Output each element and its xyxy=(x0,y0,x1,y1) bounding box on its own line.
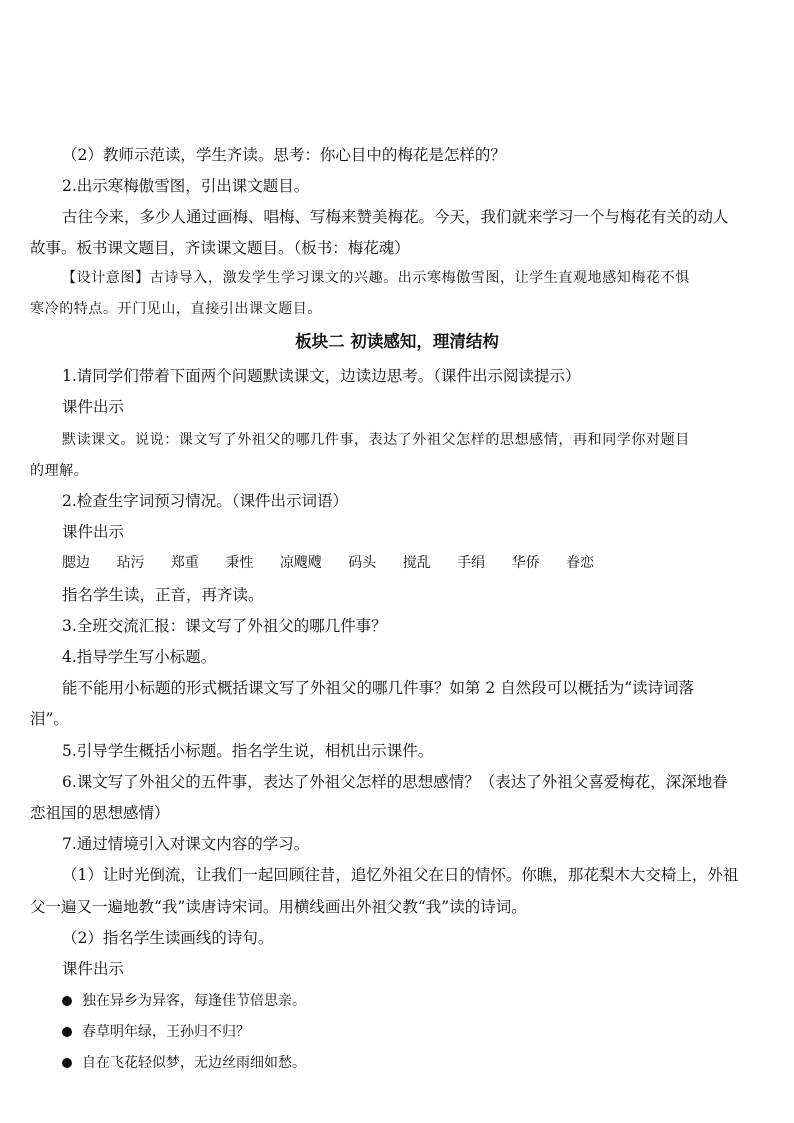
paragraph-line: 1.请同学们带着下面两个问题默读课文，边读边思考。（课件出示阅读提示） xyxy=(62,367,581,385)
paragraph-line: （1）让时光倒流，让我们一起回顾往昔，追忆外祖父在日的情怀。你瞧，那花梨木大交椅上，外祖 xyxy=(62,866,739,884)
bullet-dot-icon xyxy=(62,1058,72,1068)
paragraph-line: 4.指导学生写小标题。 xyxy=(62,648,217,666)
paragraph-line: 父一遍又一遍地教“我”读唐诗宋词。用横线画出外祖父教“我”读的诗词。 xyxy=(30,898,527,916)
paragraph-line: 7.通过情境引入对课文内容的学习。 xyxy=(62,835,310,853)
paragraph-line: 3.全班交流汇报：课文写了外祖父的哪几件事？ xyxy=(62,617,387,635)
paragraph-line: 5.引导学生概括小标题。指名学生说，相机出示课件。 xyxy=(62,742,434,760)
vocabulary-word: 郑重 xyxy=(170,555,199,571)
paragraph-line: 古往今来，多少人通过画梅、唱梅、写梅来赞美梅花。今天，我们就来学习一个与梅花有关的动人 xyxy=(62,208,729,226)
vocabulary-list xyxy=(62,553,762,573)
vocabulary-word: 眷恋 xyxy=(566,555,595,571)
bullet-dot-icon xyxy=(62,1027,72,1037)
paragraph-line: 恋祖国的思想感情） xyxy=(30,804,170,822)
courseware-text-line: 的理解。 xyxy=(30,463,89,479)
paragraph-line: 能不能用小标题的形式概括课文写了外祖父的哪几件事？如第 2 自然段可以概括为“读诗词落 xyxy=(62,679,695,697)
paragraph-line: 2.检查生字词预习情况。（课件出示词语） xyxy=(62,492,349,510)
bullet-dot-icon xyxy=(62,996,72,1006)
courseware-label: 课件出示 xyxy=(62,960,125,978)
vocabulary-word: 华侨 xyxy=(511,555,540,571)
paragraph-line: 2.出示寒梅傲雪图，引出课文题目。 xyxy=(62,177,310,195)
vocabulary-word: 码头 xyxy=(348,555,377,571)
section-heading: 板块二 初读感知，理清结构 xyxy=(295,332,499,351)
courseware-label: 课件出示 xyxy=(62,398,125,416)
paragraph-line: 故事。板书课文题目，齐读课文题目。（板书：梅花魂） xyxy=(30,239,410,257)
paragraph-line: 6.课文写了外祖父的五件事，表达了外祖父怎样的思想感情？（表达了外祖父喜爱梅花，深深地眷 xyxy=(62,773,728,791)
courseware-label: 课件出示 xyxy=(62,523,125,541)
vocabulary-word: 凉飕飕 xyxy=(279,555,322,571)
courseware-text-line: 默读课文。说说：课文写了外祖父的哪几件事，表达了外祖父怎样的思想感情，再和同学你对题目 xyxy=(62,432,690,448)
poem-bullet xyxy=(62,991,762,1011)
poem-line: 春草明年绿，王孙归不归？ xyxy=(82,1024,250,1040)
paragraph-line: （2）指名学生读画线的诗句。 xyxy=(62,929,274,947)
poem-bullet xyxy=(62,1022,762,1042)
vocabulary-word: 腮边 xyxy=(62,555,90,571)
paragraph-line: 泪”。 xyxy=(30,710,69,728)
paragraph-line: 指名学生读，正音，再齐读。 xyxy=(62,586,264,604)
design-intent-line: 【设计意图】古诗导入，激发学生学习课文的兴趣。出示寒梅傲雪图，让学生直观地感知梅花不惧 xyxy=(62,270,690,286)
vocabulary-word: 搅乱 xyxy=(402,555,431,571)
vocabulary-word: 玷污 xyxy=(116,555,145,571)
poem-line: 自在飞花轻似梦，无边丝雨细如愁。 xyxy=(82,1055,306,1071)
vocabulary-word: 秉性 xyxy=(225,555,254,571)
poem-bullet xyxy=(62,1053,762,1073)
paragraph-line: （2）教师示范读，学生齐读。思考：你心目中的梅花是怎样的？ xyxy=(62,146,506,164)
vocabulary-word: 手绢 xyxy=(457,555,486,571)
design-intent-line: 寒冷的特点。开门见山，直接引出课文题目。 xyxy=(30,301,322,317)
poem-line: 独在异乡为异客，每逢佳节倍思亲。 xyxy=(82,993,306,1009)
